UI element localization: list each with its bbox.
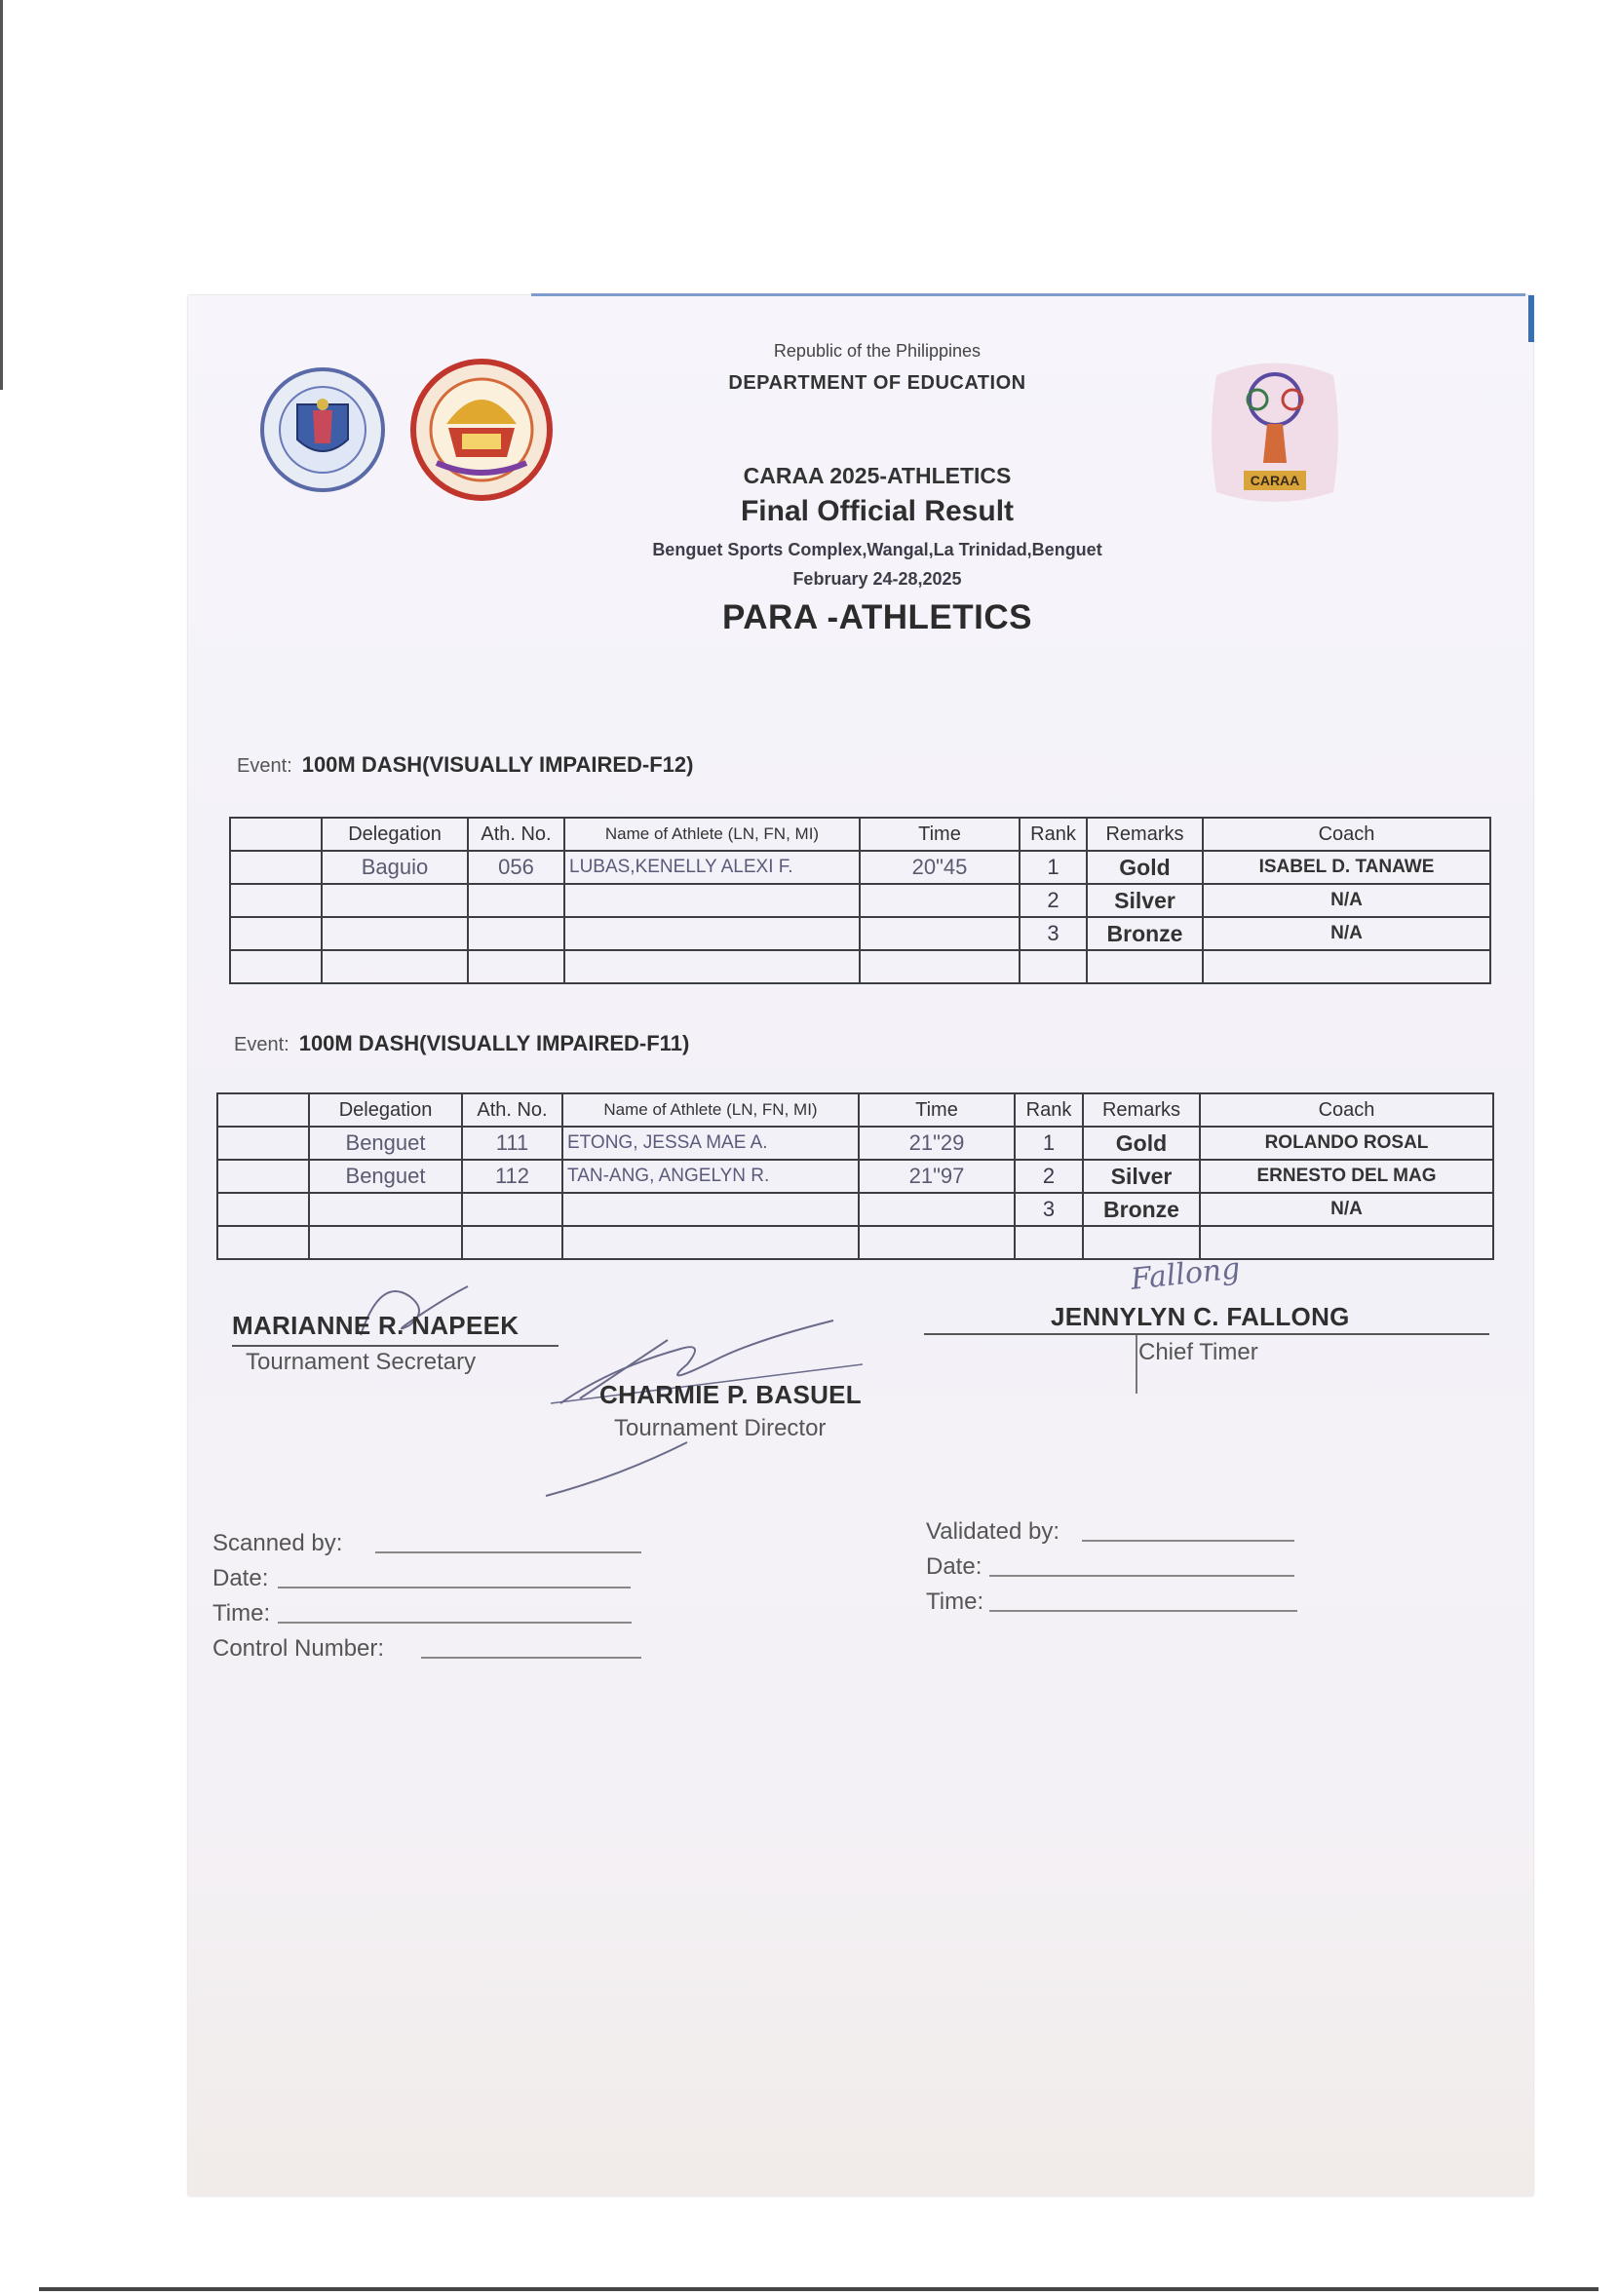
timer-name: JENNYLYN C. FALLONG [1051, 1302, 1350, 1331]
delegation-cell: Benguet [309, 1160, 462, 1193]
athlete-name-cell: TAN-ANG, ANGELYN R. [562, 1160, 859, 1193]
time-cell [859, 1193, 1015, 1226]
control-number-line [421, 1657, 641, 1659]
coach-cell: ROLANDO ROSAL [1200, 1127, 1493, 1160]
validated-by-label: Validated by: [926, 1518, 1059, 1545]
timer-sig-stroke [1136, 1335, 1137, 1394]
col-delegation: Delegation [322, 818, 468, 851]
table-header-row [230, 818, 1490, 851]
coach-cell: N/A [1200, 1193, 1493, 1226]
table-header-row [217, 1093, 1493, 1127]
blank-cell [217, 1127, 309, 1160]
event-1-results-table [229, 817, 1491, 984]
coach-cell: N/A [1203, 884, 1490, 917]
table-row [217, 1160, 1493, 1193]
coach-cell: N/A [1203, 917, 1490, 950]
delegation-cell: Benguet [309, 1127, 462, 1160]
col-time: Time [860, 818, 1020, 851]
coach-cell [1200, 1226, 1493, 1259]
coach-cell [1203, 950, 1490, 983]
delegation-cell [322, 884, 468, 917]
blank-cell [230, 917, 322, 950]
time-line-2 [989, 1610, 1297, 1612]
timer-signature: Fallong [1129, 1251, 1242, 1297]
col-rank: Rank [1020, 818, 1087, 851]
scanned-by-line [375, 1551, 641, 1553]
delegation-cell [309, 1226, 462, 1259]
scan-border-left [0, 0, 3, 390]
event-2-heading [234, 1031, 689, 1056]
rank-cell [1015, 1226, 1083, 1259]
table-row [230, 884, 1490, 917]
scan-border-bottom [39, 2287, 1599, 2291]
date-line-1 [278, 1587, 631, 1588]
event-2-label: Event: [234, 1034, 289, 1055]
region-seal-icon [398, 356, 565, 504]
time-cell [860, 917, 1020, 950]
athlete-name-cell [562, 1193, 859, 1226]
col-rank: Rank [1015, 1093, 1083, 1127]
time-cell: 20"45 [860, 851, 1020, 884]
secretary-sig-line [232, 1345, 559, 1347]
col-name: Name of Athlete (LN, FN, MI) [564, 818, 860, 851]
date-label-2: Date: [926, 1553, 982, 1580]
table-row [230, 917, 1490, 950]
date-line-2 [989, 1575, 1294, 1577]
date-label: February 24-28,2025 [792, 569, 962, 589]
republic-label: Republic of the Philippines [773, 341, 982, 361]
col-coach: Coach [1200, 1093, 1493, 1127]
scanned-by-label: Scanned by: [212, 1530, 343, 1556]
athlete-name-cell [564, 884, 860, 917]
remark-cell: Silver [1083, 1160, 1200, 1193]
ath-no-cell [468, 917, 564, 950]
ath-no-cell [462, 1226, 562, 1259]
time-cell [859, 1226, 1015, 1259]
blank-cell [230, 818, 322, 851]
rank-cell [1020, 950, 1087, 983]
rank-cell: 1 [1020, 851, 1087, 884]
validated-by-line [1082, 1540, 1294, 1542]
department-label: DEPARTMENT OF EDUCATION [728, 372, 1026, 394]
event-1-heading [237, 752, 693, 778]
col-name: Name of Athlete (LN, FN, MI) [562, 1093, 859, 1127]
time-cell: 21"97 [859, 1160, 1015, 1193]
blank-cell [230, 851, 322, 884]
date-label-1: Date: [212, 1565, 269, 1591]
event-1-title: 100M DASH(VISUALLY IMPAIRED-F12) [301, 752, 694, 777]
time-cell [860, 950, 1020, 983]
rank-cell: 2 [1020, 884, 1087, 917]
delegation-cell: Baguio [322, 851, 468, 884]
blank-cell [217, 1193, 309, 1226]
remark-cell [1087, 950, 1203, 983]
blank-cell [217, 1160, 309, 1193]
remark-cell: Bronze [1087, 917, 1203, 950]
table-row [230, 851, 1490, 884]
ath-no-cell [462, 1193, 562, 1226]
paper-right-edge [1528, 295, 1534, 342]
document-title: Final Official Result [740, 495, 1015, 527]
col-time: Time [859, 1093, 1015, 1127]
remark-cell: Silver [1087, 884, 1203, 917]
rank-cell: 1 [1015, 1127, 1083, 1160]
remark-cell: Gold [1083, 1127, 1200, 1160]
table-row [217, 1226, 1493, 1259]
col-remarks: Remarks [1083, 1093, 1200, 1127]
ath-no-cell: 111 [462, 1127, 562, 1160]
secretary-name: MARIANNE R. NAPEEK [232, 1311, 520, 1340]
rank-cell: 2 [1015, 1160, 1083, 1193]
meet-title: CARAA 2025-ATHLETICS [743, 463, 1012, 488]
event-1-label: Event: [237, 755, 292, 777]
athlete-name-cell [564, 917, 860, 950]
ath-no-cell [468, 884, 564, 917]
deped-seal-icon [258, 365, 387, 494]
timer-role: Chief Timer [1138, 1339, 1258, 1365]
coach-cell: ERNESTO DEL MAG [1200, 1160, 1493, 1193]
event-2-results-table [216, 1092, 1494, 1260]
remark-cell: Gold [1087, 851, 1203, 884]
coach-cell: ISABEL D. TANAWE [1203, 851, 1490, 884]
remark-cell: Bronze [1083, 1193, 1200, 1226]
blank-cell [230, 884, 322, 917]
athlete-name-cell [562, 1226, 859, 1259]
blank-cell [230, 950, 322, 983]
director-role: Tournament Director [614, 1415, 827, 1441]
venue-label: Benguet Sports Complex,Wangal,La Trinidad,Benguet [652, 540, 1102, 559]
caraa-logo-text: CARAA [1250, 473, 1300, 488]
athlete-name-cell: ETONG, JESSA MAE A. [562, 1127, 859, 1160]
ath-no-cell [468, 950, 564, 983]
delegation-cell [309, 1193, 462, 1226]
category-title: PARA -ATHLETICS [722, 598, 1032, 636]
delegation-cell [322, 950, 468, 983]
blank-cell [217, 1226, 309, 1259]
col-ath-no: Ath. No. [468, 818, 564, 851]
paper-top-edge [531, 293, 1525, 296]
rank-cell: 3 [1015, 1193, 1083, 1226]
secretary-role: Tournament Secretary [246, 1349, 477, 1375]
athlete-name-cell [564, 950, 860, 983]
time-label-1: Time: [212, 1600, 271, 1626]
table-row [217, 1127, 1493, 1160]
rank-cell: 3 [1020, 917, 1087, 950]
delegation-cell [322, 917, 468, 950]
time-cell [860, 884, 1020, 917]
table-row [217, 1193, 1493, 1226]
col-coach: Coach [1203, 818, 1490, 851]
col-ath-no: Ath. No. [462, 1093, 562, 1127]
ath-no-cell: 112 [462, 1160, 562, 1193]
table-row [230, 950, 1490, 983]
col-remarks: Remarks [1087, 818, 1203, 851]
timer-sig-line [924, 1333, 1489, 1335]
director-name: CHARMIE P. BASUEL [599, 1380, 862, 1409]
caraa-logo-icon [1207, 356, 1343, 512]
ath-no-cell: 056 [468, 851, 564, 884]
time-line-1 [278, 1622, 632, 1624]
blank-cell [217, 1093, 309, 1127]
control-number-label: Control Number: [212, 1635, 385, 1662]
athlete-name-cell: LUBAS,KENELLY ALEXI F. [564, 851, 860, 884]
event-2-title: 100M DASH(VISUALLY IMPAIRED-F11) [298, 1031, 690, 1055]
time-cell: 21"29 [859, 1127, 1015, 1160]
col-delegation: Delegation [309, 1093, 462, 1127]
remark-cell [1083, 1226, 1200, 1259]
time-label-2: Time: [926, 1588, 984, 1615]
